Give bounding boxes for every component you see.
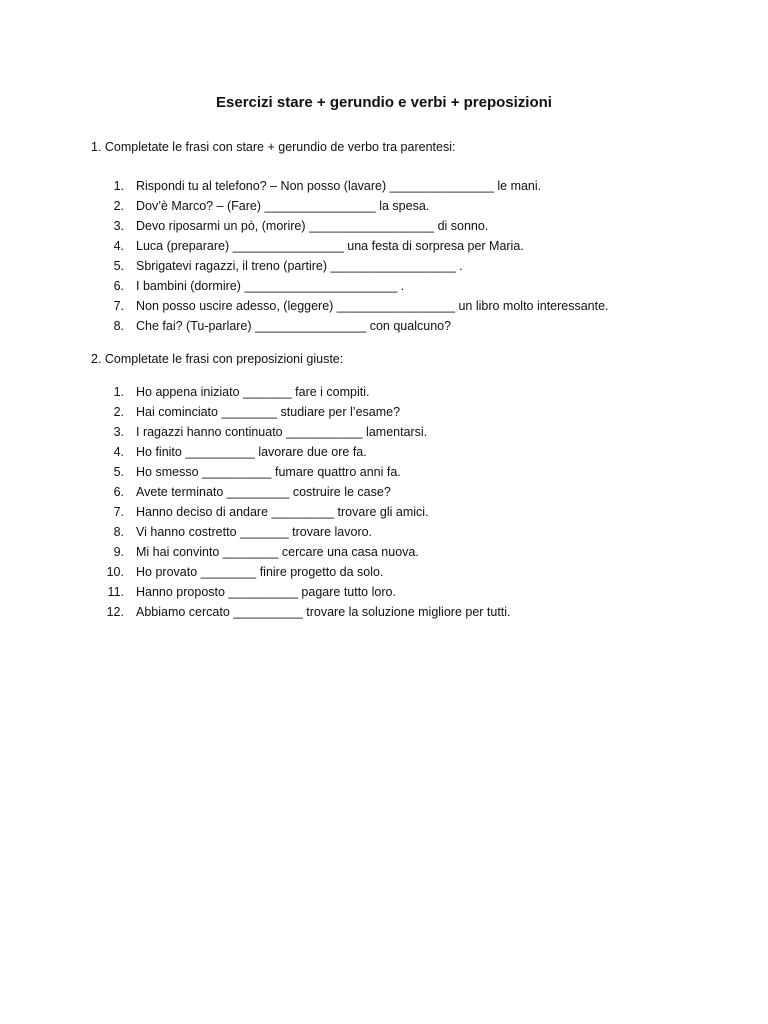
item-number: 2.	[113, 405, 124, 419]
item-text: Rispondi tu al telefono? – Non posso (lavare) _______________ le mani.	[136, 179, 542, 193]
item-number: 10.	[106, 565, 124, 579]
item-text: Dov’è Marco? – (Fare) ________________ la spesa.	[136, 199, 430, 213]
item-text: I ragazzi hanno continuato ___________ lamentarsi.	[136, 425, 428, 439]
item-text: Ho smesso __________ fumare quattro anni fa.	[136, 465, 401, 479]
item-number: 2.	[113, 199, 124, 213]
item-number: 7.	[113, 299, 124, 313]
item-text: Avete terminato _________ costruire le case?	[136, 485, 391, 499]
item-text: Abbiamo cercato __________ trovare la soluzione migliore per tutti.	[136, 605, 511, 619]
item-number: 8.	[113, 319, 124, 333]
item-number: 1.	[113, 385, 124, 399]
item-number: 7.	[113, 505, 124, 519]
section-1-heading: 1. Completate le frasi con stare + gerundio de verbo tra parentesi:	[91, 140, 456, 154]
item-text: Ho finito __________ lavorare due ore fa.	[136, 445, 367, 459]
item-number: 5.	[113, 465, 124, 479]
item-number: 11.	[107, 585, 124, 599]
item-text: Vi hanno costretto _______ trovare lavoro.	[136, 525, 373, 539]
item-number: 3.	[113, 219, 124, 233]
item-text: Ho provato ________ finire progetto da solo.	[136, 565, 384, 579]
item-text: I bambini (dormire) ______________________ .	[136, 279, 405, 293]
item-text: Ho appena iniziato _______ fare i compiti.	[136, 385, 370, 399]
item-text: Non posso uscire adesso, (leggere) _________________ un libro molto interessante.	[136, 299, 609, 313]
item-number: 6.	[113, 485, 124, 499]
item-text: Che fai? (Tu-parlare) ________________ con qualcuno?	[136, 319, 452, 333]
item-text: Hanno proposto __________ pagare tutto loro.	[136, 585, 396, 599]
item-number: 6.	[113, 279, 124, 293]
item-text: Sbrigatevi ragazzi, il treno (partire) __________________ .	[136, 259, 463, 273]
item-number: 8.	[113, 525, 124, 539]
item-number: 4.	[113, 445, 124, 459]
item-text: Hai cominciato ________ studiare per l’esame?	[136, 405, 401, 419]
item-text: Luca (preparare) ________________ una festa di sorpresa per Maria.	[136, 239, 524, 253]
item-number: 9.	[113, 545, 124, 559]
item-number: 5.	[113, 259, 124, 273]
item-number: 12.	[106, 605, 124, 619]
item-number: 1.	[113, 179, 124, 193]
item-number: 4.	[113, 239, 124, 253]
item-text: Hanno deciso di andare _________ trovare gli amici.	[136, 505, 429, 519]
section-2-heading: 2. Completate le frasi con preposizioni giuste:	[91, 352, 344, 366]
item-text: Mi hai convinto ________ cercare una casa nuova.	[136, 545, 419, 559]
item-number: 3.	[113, 425, 124, 439]
page-title: Esercizi stare + gerundio e verbi + preposizioni	[216, 94, 552, 111]
item-text: Devo riposarmi un pò, (morire) __________________ di sonno.	[136, 219, 489, 233]
